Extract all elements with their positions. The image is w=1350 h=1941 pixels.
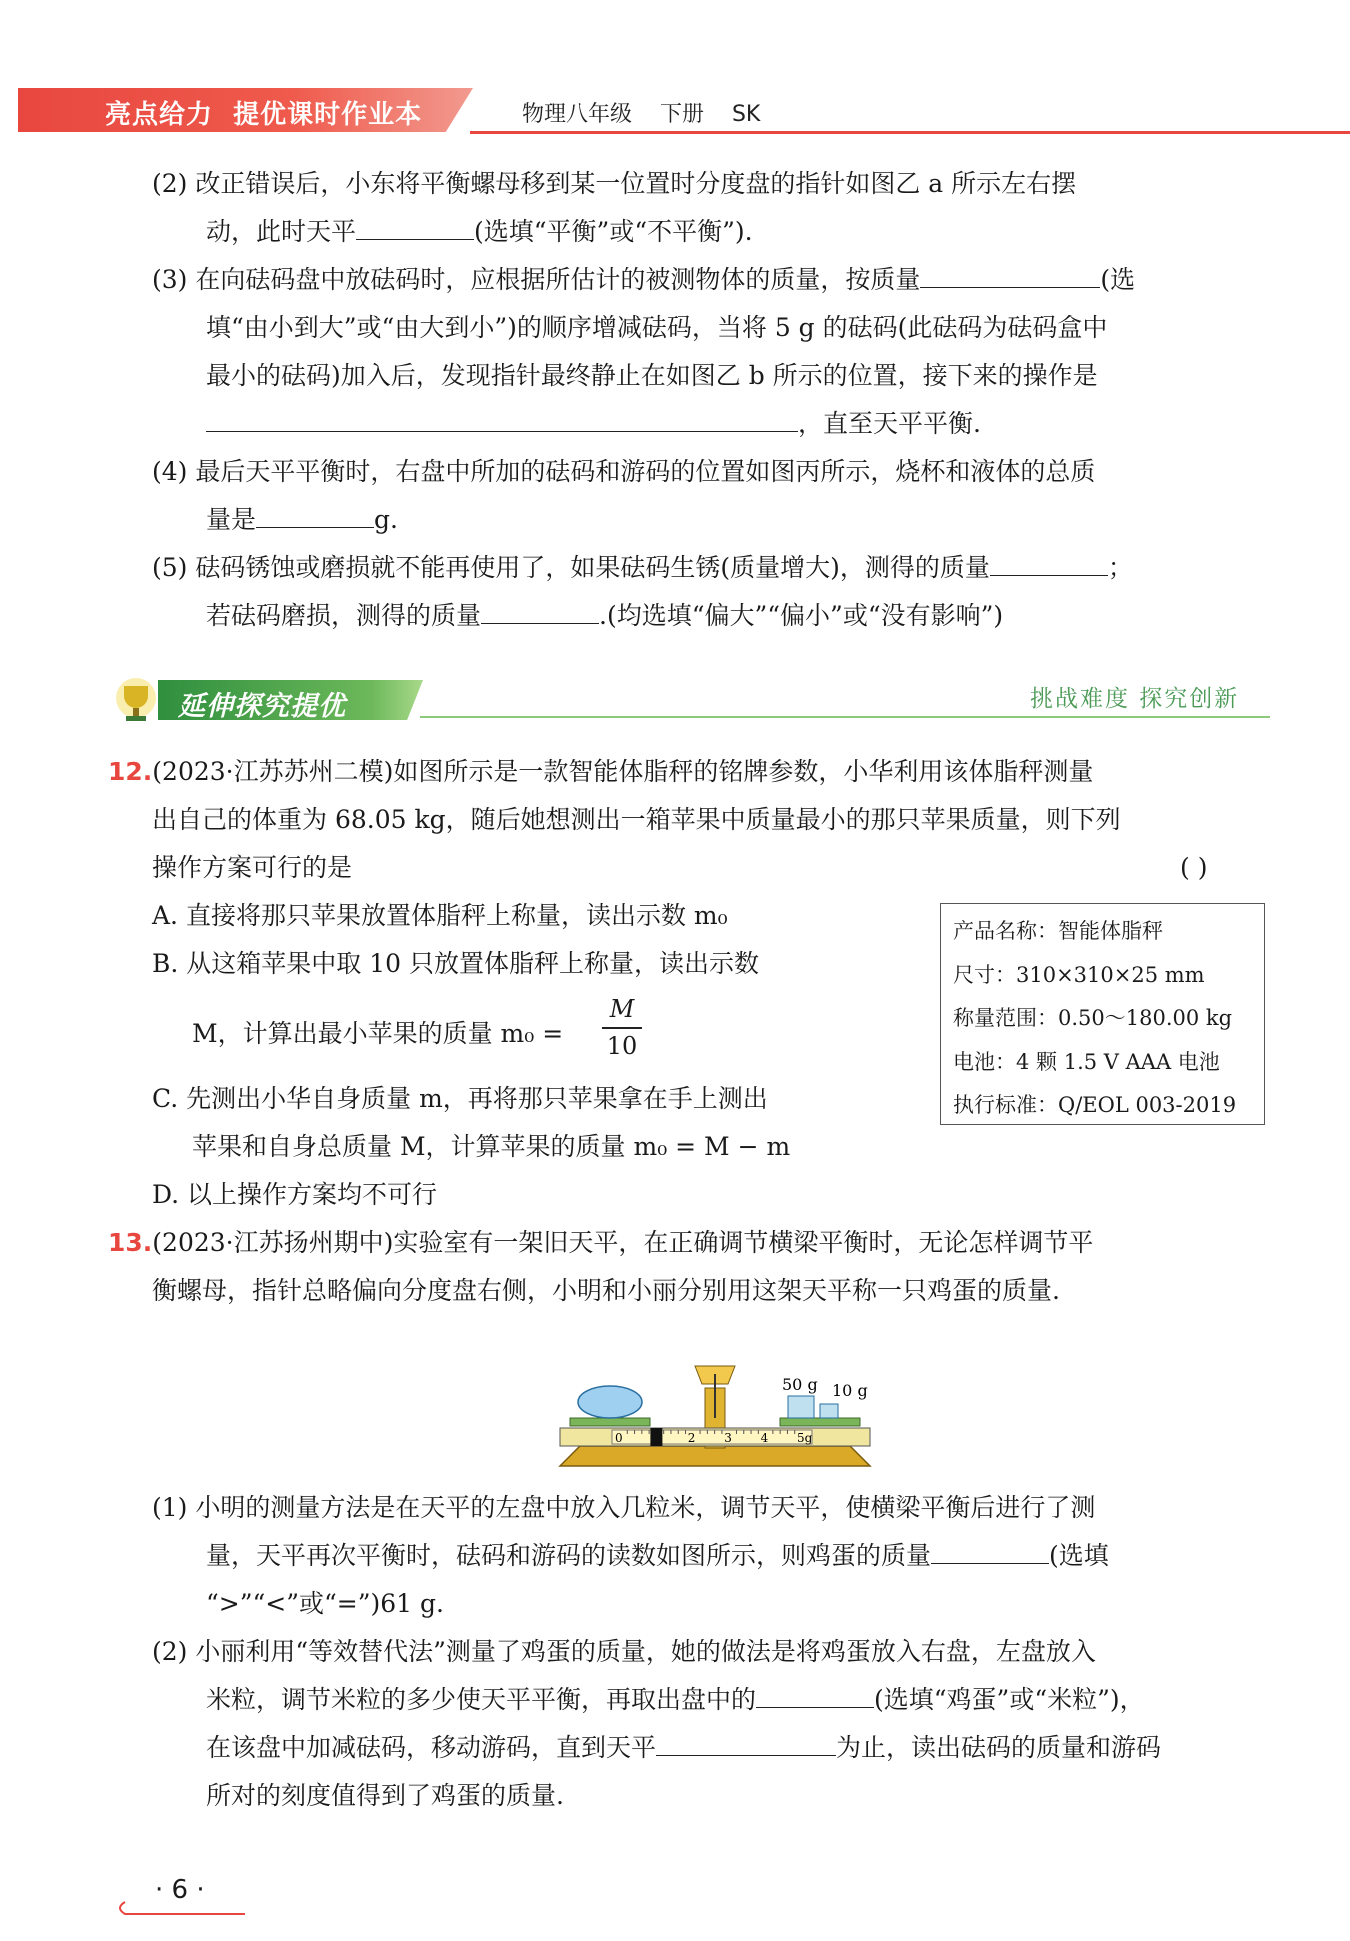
nameplate-line: 尺寸：310×310×25 mm bbox=[953, 962, 1205, 987]
right-pan bbox=[780, 1418, 860, 1426]
q12-option-b[interactable]: B. 从这箱苹果中取 10 只放置体脂秤上称量，读出示数 bbox=[152, 949, 759, 978]
q11-part3-line4 bbox=[206, 400, 981, 448]
answer-blank[interactable] bbox=[356, 209, 474, 240]
text: 在该盘中加减砝码，移动游码，直到天平 bbox=[206, 1733, 657, 1762]
rider bbox=[650, 1428, 662, 1446]
text: (选 bbox=[1100, 265, 1136, 294]
scale-tick-label: 4 bbox=[760, 1431, 769, 1445]
text: 动，此时天平 bbox=[206, 217, 357, 246]
page-number-decoration bbox=[115, 1900, 245, 1916]
text: ，直至天平平衡. bbox=[798, 409, 981, 438]
header-divider bbox=[470, 131, 1350, 134]
section-title: 延伸探究提优 bbox=[178, 691, 346, 722]
answer-blank[interactable] bbox=[931, 1533, 1049, 1564]
q11-part4-line2 bbox=[206, 496, 398, 544]
q13-part2-line1: (2) 小丽利用“等效替代法”测量了鸡蛋的质量，她的做法是将鸡蛋放入右盘，左盘放入 bbox=[152, 1637, 1096, 1666]
text: 为止，读出砝码的质量和游码 bbox=[836, 1733, 1162, 1762]
left-pan bbox=[570, 1418, 650, 1426]
text: .(均选填“偏大”“偏小”或“没有影响”) bbox=[599, 601, 1004, 630]
q12-option-d[interactable]: D. 以上操作方案均不可行 bbox=[152, 1180, 438, 1209]
answer-blank[interactable] bbox=[256, 497, 374, 528]
answer-parentheses[interactable]: ( ) bbox=[1180, 853, 1208, 882]
scale-tick-label: 3 bbox=[724, 1431, 732, 1445]
scale-tick-label: 0 bbox=[615, 1431, 623, 1445]
text: (选填“鸡蛋”或“米粒”)， bbox=[874, 1685, 1145, 1714]
q13-part2-line3 bbox=[206, 1724, 1161, 1772]
fraction-bar bbox=[602, 1027, 642, 1029]
text: 若砝码磨损，测得的质量 bbox=[206, 601, 482, 630]
text: ； bbox=[1107, 553, 1133, 582]
q13-part2-line4: 所对的刻度值得到了鸡蛋的质量. bbox=[206, 1781, 564, 1810]
q11-part2-line1: (2) 改正错误后，小东将平衡螺母移到某一位置时分度盘的指针如图乙 a 所示左右摆 bbox=[152, 169, 1077, 198]
q13-line2: 衡螺母，指针总略偏向分度盘右侧，小明和小丽分别用这架天平称一只鸡蛋的质量. bbox=[152, 1276, 1060, 1305]
q13-line1 bbox=[108, 1219, 1093, 1267]
weight-10g bbox=[820, 1404, 838, 1418]
q12-line2: 出自己的体重为 68.05 kg，随后她想测出一箱苹果中质量最小的那只苹果质量，则下列 bbox=[152, 805, 1121, 834]
q11-part3-line2: 填“由小到大”或“由大到小”)的顺序增减砝码，当将 5 g 的砝码(此砝码为砝码盒中 bbox=[206, 313, 1108, 342]
q12-option-c[interactable]: C. 先测出小华自身质量 m，再将那只苹果拿在手上测出 bbox=[152, 1084, 768, 1113]
nameplate-line: 执行标准：Q/EOL 003-2019 bbox=[953, 1093, 1237, 1117]
text: 米粒，调节米粒的多少使天平平衡，再取出盘中的 bbox=[206, 1685, 757, 1714]
answer-blank[interactable] bbox=[206, 401, 798, 432]
text: M，计算出最小苹果的质量 m₀ = bbox=[192, 1019, 564, 1048]
answer-blank[interactable] bbox=[656, 1725, 836, 1756]
question-number: 12. bbox=[108, 757, 153, 786]
weight-50g-label: 50 g bbox=[782, 1375, 818, 1394]
weight-10g-label: 10 g bbox=[832, 1381, 868, 1400]
page-header bbox=[0, 88, 1350, 136]
page-number: · 6 · bbox=[155, 1875, 205, 1905]
fraction-denominator: 10 bbox=[606, 1032, 638, 1060]
text: g. bbox=[374, 505, 398, 534]
section-divider bbox=[420, 716, 1270, 718]
nameplate-line: 产品名称：智能体脂秤 bbox=[953, 919, 1163, 943]
text: 量是 bbox=[206, 505, 257, 534]
text: (2023·江苏扬州期中)实验室有一架旧天平，在正确调节横梁平衡时，无论怎样调节平 bbox=[152, 1228, 1094, 1257]
q13-part1-line2 bbox=[206, 1532, 1109, 1580]
egg bbox=[578, 1386, 642, 1418]
fraction-numerator: M bbox=[609, 995, 635, 1023]
q12-option-b-formula bbox=[192, 1010, 563, 1058]
text: (3) 在向砝码盘中放砝码时，应根据所估计的被测物体的质量，按质量 bbox=[152, 265, 921, 294]
nameplate-line: 电池：4 颗 1.5 V AAA 电池 bbox=[953, 1049, 1220, 1074]
q12-line1 bbox=[108, 748, 1093, 796]
balance-figure bbox=[540, 1318, 890, 1478]
answer-blank[interactable] bbox=[756, 1677, 874, 1708]
answer-blank[interactable] bbox=[481, 593, 599, 624]
section-banner bbox=[108, 676, 418, 722]
q11-part5-line1 bbox=[152, 544, 1133, 592]
scale-tick-label: 2 bbox=[687, 1431, 696, 1445]
balance-base bbox=[560, 1446, 870, 1466]
scale-nameplate bbox=[940, 903, 1265, 1125]
text: (5) 砝码锈蚀或磨损就不能再使用了，如果砝码生锈(质量增大)，测得的质量 bbox=[152, 553, 990, 582]
q12-option-a[interactable]: A. 直接将那只苹果放置体脂秤上称量，读出示数 m₀ bbox=[152, 901, 728, 930]
question-number: 13. bbox=[108, 1228, 153, 1257]
book-title: 亮点给力 提优课时作业本 bbox=[105, 100, 423, 130]
weight-50g bbox=[788, 1396, 814, 1418]
text: 量，天平再次平衡时，砝码和游码的读数如图所示，则鸡蛋的质量 bbox=[206, 1541, 932, 1570]
q13-part2-line2 bbox=[206, 1676, 1145, 1724]
text: (2023·江苏苏州二模)如图所示是一款智能体脂秤的铭牌参数，小华利用该体脂秤测量 bbox=[152, 757, 1094, 786]
text: (选填 bbox=[1049, 1541, 1109, 1570]
q11-part3-line1 bbox=[152, 256, 1135, 304]
q11-part4-line1: (4) 最后天平平衡时，右盘中所加的砝码和游码的位置如图丙所示，烧杯和液体的总质 bbox=[152, 457, 1096, 486]
q11-part2-line2 bbox=[206, 208, 753, 256]
section-tagline: 挑战难度 探究创新 bbox=[1030, 686, 1240, 712]
book-subtitle: 物理八年级 下册 SK bbox=[522, 102, 761, 127]
answer-blank[interactable] bbox=[990, 545, 1108, 576]
answer-blank[interactable] bbox=[920, 257, 1100, 288]
q11-part3-line3: 最小的砝码)加入后，发现指针最终静止在如图乙 b 所示的位置，接下来的操作是 bbox=[206, 361, 1098, 390]
q11-part5-line2 bbox=[206, 592, 1003, 640]
q12-option-c-line2: 苹果和自身总质量 M，计算苹果的质量 m₀ = M − m bbox=[192, 1132, 791, 1161]
nameplate-line: 称量范围：0.50～180.00 kg bbox=[953, 1006, 1233, 1030]
scale-tick-label: 5g bbox=[797, 1431, 813, 1445]
text: (选填“平衡”或“不平衡”). bbox=[474, 217, 753, 246]
q13-part1-line1: (1) 小明的测量方法是在天平的左盘中放入几粒米，调节天平，使横梁平衡后进行了测 bbox=[152, 1493, 1096, 1522]
q13-part1-line3: “>”“<”或“=”)61 g. bbox=[206, 1589, 444, 1618]
q12-line3: 操作方案可行的是 bbox=[152, 853, 353, 882]
